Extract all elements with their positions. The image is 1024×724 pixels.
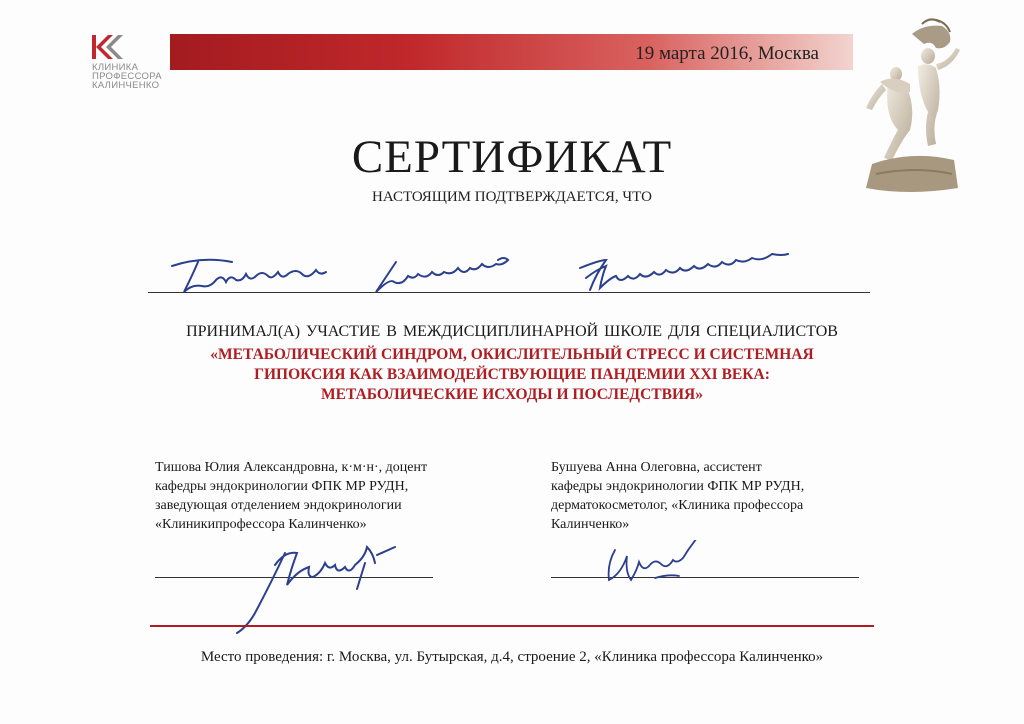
signatory-line: кафедры эндокринологии ФПК МР РУДН, xyxy=(155,479,409,494)
signatory-line: кафедры эндокринологии ФПК МР РУДН, xyxy=(551,479,805,494)
logo-line: КЛИНИКА xyxy=(92,62,139,73)
school-title-line: ГИПОКСИЯ КАК ВЗАИМОДЕЙСТВУЮЩИЕ ПАНДЕМИИ XXI ВЕКА: xyxy=(254,366,770,383)
signatory-line: «Клиникипрофессора Калинченко» xyxy=(155,517,367,532)
signatory-right xyxy=(551,458,871,534)
venue-text: Место проведения: г. Москва, ул. Бутырская, д.4, строение 2, «Клиника профессора Калинченко» xyxy=(200,649,824,665)
logo-text xyxy=(92,63,182,90)
signatory-left xyxy=(155,458,510,534)
participation-text: ПРИНИМАЛ(А) УЧАСТИЕ В МЕЖДИСЦИПЛИНАРНОЙ ШКОЛЕ ДЛЯ СПЕЦИАЛИСТОВ xyxy=(186,323,838,340)
logo-line: КАЛИНЧЕНКО xyxy=(92,80,160,91)
signatory-line: заведующая отделением эндокринологии xyxy=(155,498,402,513)
signature-right xyxy=(595,540,705,590)
signature-left xyxy=(215,535,405,635)
certificate-title: СЕРТИФИКАТ xyxy=(351,131,673,183)
clinic-logo xyxy=(92,34,182,90)
red-banner xyxy=(170,34,853,70)
school-title xyxy=(150,345,874,405)
school-title-line: МЕТАБОЛИЧЕСКИЕ ИСХОДЫ И ПОСЛЕДСТВИЯ» xyxy=(321,386,703,403)
signatory-line: Калинченко» xyxy=(551,517,630,532)
school-title-line: «МЕТАБОЛИЧЕСКИЙ СИНДРОМ, ОКИСЛИТЕЛЬНЫЙ СТРЕСС И СИСТЕМНАЯ xyxy=(210,346,814,363)
signatory-line: Бушуева Анна Олеговна, ассистент xyxy=(551,460,762,475)
recipient-name-line xyxy=(148,292,870,293)
kk-logo-icon xyxy=(92,34,126,60)
footer-red-line xyxy=(150,625,874,627)
logo-line: ПРОФЕССОРА xyxy=(92,71,162,82)
signatory-line: дерматокосметолог, «Клиника профессора xyxy=(551,498,804,513)
date-place: 19 марта 2016, Москва xyxy=(635,43,819,64)
handwritten-recipient-name xyxy=(160,248,840,298)
certificate-subtitle: НАСТОЯЩИМ ПОДТВЕРЖДАЕТСЯ, ЧТО xyxy=(372,189,652,205)
signatory-line: Тишова Юлия Александровна, к·м·н·, доцент xyxy=(155,460,428,475)
